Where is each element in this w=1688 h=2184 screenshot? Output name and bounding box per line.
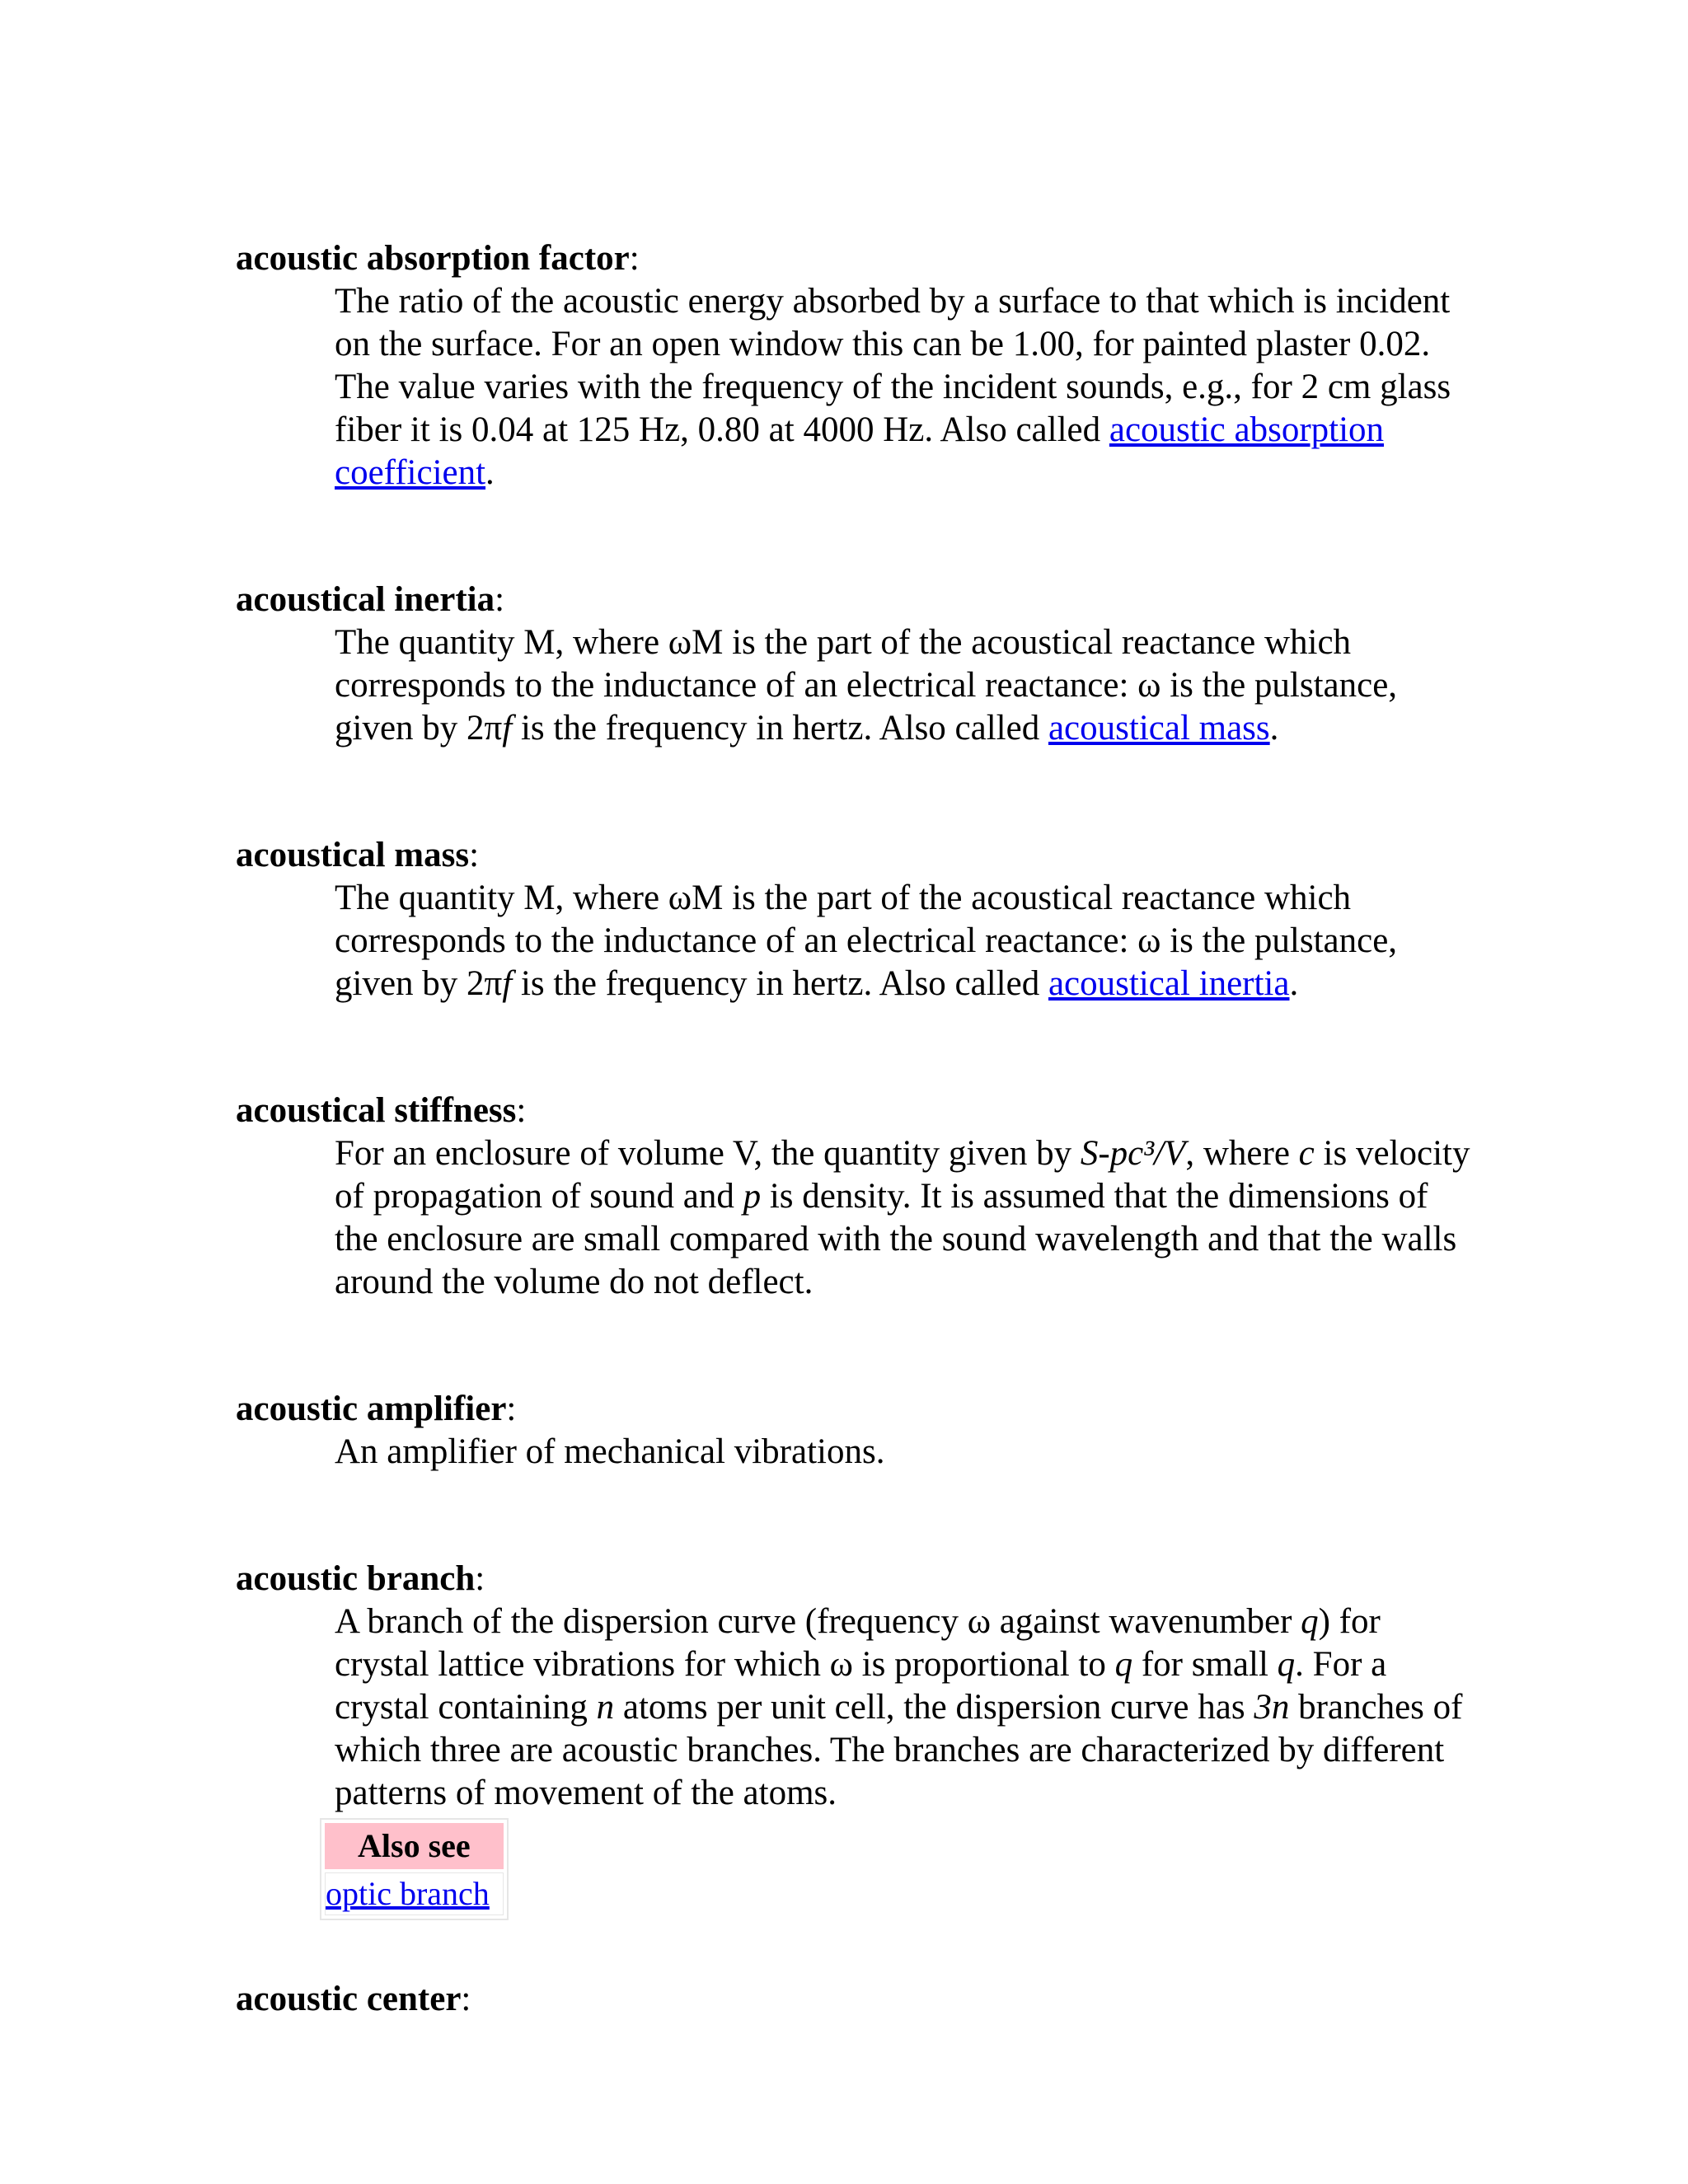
term-heading: acoustical mass: [236,836,480,874]
entry-acoustic-amplifier [236,1388,1489,1474]
entry-acoustic-center [236,1978,1489,2021]
term-definition: The quantity M, where ωM is the part of the acoustical reactance which corresponds to the inductance of an electrical reactance: ω is the pulstance, given by 2πf is the frequency in hertz. Also called acoustical mass. [335,623,1398,748]
term-heading: acoustical inertia: [236,580,505,619]
term-name: acoustical stiffness [236,1091,517,1130]
term-name: acoustic center [236,1980,462,2018]
term-name: acoustic absorption factor [236,239,630,278]
glossary-page [236,237,1489,2021]
link-acoustical-mass[interactable]: acoustical mass [1048,709,1270,748]
term-definition: The quantity M, where ωM is the part of the acoustical reactance which corresponds to the inductance of an electrical reactance: ω is the pulstance, given by 2πf is the frequency in hertz. Also called acoustical inertia. [335,879,1398,1003]
link-optic-branch[interactable]: optic branch [326,1875,490,1912]
term-heading: acoustic amplifier: [236,1390,517,1428]
term-heading: acoustic center: [236,1980,471,2018]
link-acoustical-inertia[interactable]: acoustical inertia [1048,964,1290,1003]
see-also-box [320,1818,509,1920]
term-name: acoustic branch [236,1559,476,1598]
link-acoustic-absorption-coefficient[interactable]: acoustic absorption coefficient [335,410,1385,492]
term-name: acoustical mass [236,836,470,874]
term-definition: The ratio of the acoustic energy absorbed by a surface to that which is incident on the surface. For an open window this can be 1.00, for painted plaster 0.02. The value varies with the frequency of the incident sounds, e.g., for 2 cm glass fiber it is 0.04 at 125 Hz, 0.80 at 4000 Hz. Also called acoustic absorption coefficient. [335,282,1451,492]
formula: S-pc³/V [1080,1134,1186,1173]
see-also-header: Also see [325,1823,504,1869]
entry-acoustical-inertia [236,579,1489,750]
term-definition: An amplifier of mechanical vibrations. [335,1432,885,1471]
term-definition: A branch of the dispersion curve (frequency ω against wavenumber q) for crystal lattice vibrations for which ω is proportional to q for small q. For a crystal containing n atoms per unit cell, the dispersion curve has 3n branches of which three are acoustic branches. The branches are characterized by different patterns of movement of the atoms. [335,1602,1463,1812]
term-heading: acoustical stiffness: [236,1091,527,1130]
entry-acoustic-branch [236,1558,1489,1920]
entry-acoustical-mass [236,834,1489,1005]
term-name: acoustical inertia [236,580,495,619]
entry-acoustic-absorption-factor [236,237,1489,494]
entry-acoustical-stiffness [236,1090,1489,1304]
term-heading: acoustic branch: [236,1559,485,1598]
term-definition: For an enclosure of volume V, the quantity given by S-pc³/V, where c is velocity of propagation of sound and p is density. It is assumed that the dimensions of the enclosure are small compared with the sound wavelength and that the walls around the volume do not deflect. [335,1134,1470,1301]
term-heading: acoustic absorption factor: [236,239,640,278]
see-also-cell [325,1872,504,1915]
term-name: acoustic amplifier [236,1390,507,1428]
